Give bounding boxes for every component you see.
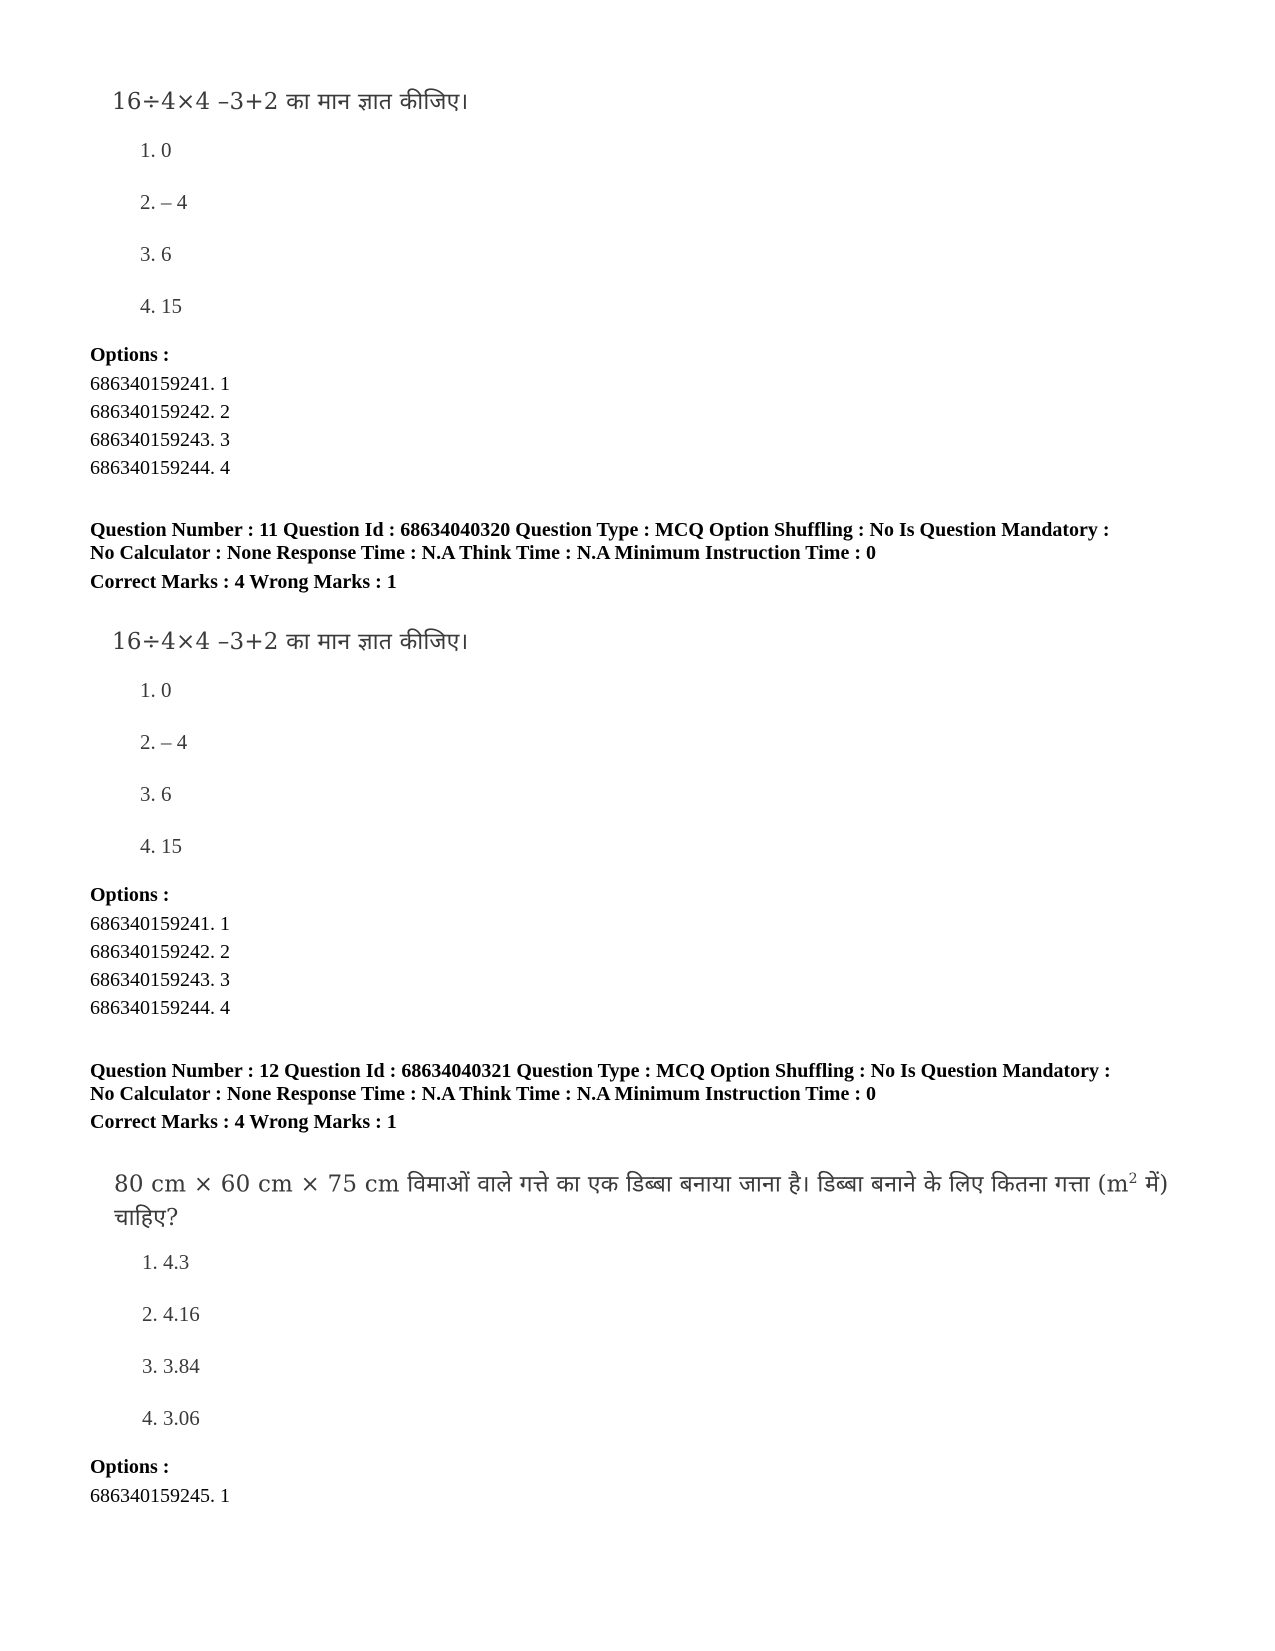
- question-text-part: 80 cm × 60 cm × 75 cm विमाओं वाले गत्ते का एक डिब्बा बनाया जाना है। डिब्बा बनाने के लिए कितना गत्ता (m: [114, 1171, 1129, 1198]
- option-id-line: 686340159244. 4: [90, 997, 230, 1019]
- question-meta-line-1: Question Number : 11 Question Id : 68634040320 Question Type : MCQ Option Shuffling : No Is Question Mandatory :: [90, 519, 1110, 541]
- choice-3: 3. 3.84: [142, 1354, 200, 1378]
- question-meta: [90, 519, 1210, 565]
- option-id-line: 686340159241. 1: [90, 373, 230, 395]
- choice-1: 1. 0: [140, 138, 172, 162]
- question-text: 16÷4×4 –3+2 का मान ज्ञात कीजिए।: [112, 89, 469, 115]
- question-meta: [90, 1060, 1210, 1106]
- option-id-line: 686340159244. 4: [90, 457, 230, 479]
- question-text: 16÷4×4 –3+2 का मान ज्ञात कीजिए।: [112, 629, 469, 655]
- options-heading: Options :: [90, 344, 170, 366]
- marks-line: Correct Marks : 4 Wrong Marks : 1: [90, 1111, 397, 1133]
- question-text: [114, 1163, 1174, 1235]
- question-text-part: में) चाहिए?: [114, 1171, 1169, 1231]
- options-list: [90, 370, 230, 482]
- option-id-line: 686340159242. 2: [90, 941, 230, 963]
- choice-4: 4. 3.06: [142, 1406, 200, 1430]
- question-meta-line-1: Question Number : 12 Question Id : 68634040321 Question Type : MCQ Option Shuffling : No Is Question Mandatory :: [90, 1060, 1111, 1082]
- choice-4: 4. 15: [140, 294, 182, 318]
- choice-1: 1. 0: [140, 678, 172, 702]
- choice-2: 2. 4.16: [142, 1302, 200, 1326]
- question-meta-line-2: No Calculator : None Response Time : N.A Think Time : N.A Minimum Instruction Time : 0: [90, 1083, 876, 1105]
- option-id-line: 686340159243. 3: [90, 969, 230, 991]
- marks-line: Correct Marks : 4 Wrong Marks : 1: [90, 571, 397, 593]
- options-heading: Options :: [90, 884, 170, 906]
- option-id-line: 686340159241. 1: [90, 913, 230, 935]
- choice-4: 4. 15: [140, 834, 182, 858]
- question-meta-line-2: No Calculator : None Response Time : N.A Think Time : N.A Minimum Instruction Time : 0: [90, 542, 876, 564]
- options-list: [90, 1482, 230, 1510]
- choice-3: 3. 6: [140, 782, 172, 806]
- choice-1: 1. 4.3: [142, 1250, 190, 1274]
- choice-2: 2. – 4: [140, 190, 188, 214]
- option-id-line: 686340159242. 2: [90, 401, 230, 423]
- choice-3: 3. 6: [140, 242, 172, 266]
- choice-2: 2. – 4: [140, 730, 188, 754]
- option-id-line: 686340159245. 1: [90, 1485, 230, 1507]
- option-id-line: 686340159243. 3: [90, 429, 230, 451]
- options-list: [90, 910, 230, 1022]
- superscript: 2: [1128, 1171, 1138, 1187]
- options-heading: Options :: [90, 1456, 170, 1478]
